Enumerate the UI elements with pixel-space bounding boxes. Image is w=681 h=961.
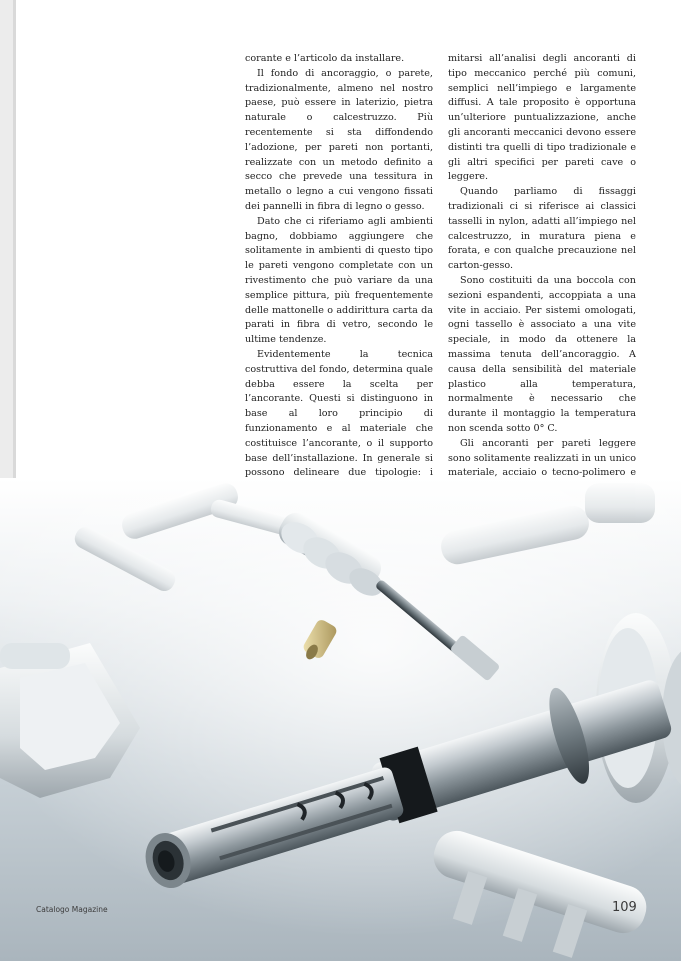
paragraph: Dato che ci riferiamo agli ambienti bagno, dobbiamo aggiungere che solitamente in ambienti di questo tipo le pareti vengono completate con un rivestimento che può variare da una semplice pittura, più frequentemente delle mattonelle o addirittura carta da parati in fibra di vetro, secondo le ultime tendenze. xyxy=(245,215,433,346)
paragraph: Il fondo di ancoraggio, o parete, tradizionalmente, almeno nel nostro paese, può essere in laterizio, pietra naturale o calcestruzzo. Più recentemente si sta diffondendo l’adozione, per pareti non portanti, realizzate con un metodo definito a secco che prevede una tessitura in metallo o legno a cui vengono fissati dei pannelli in fibra di legno o gesso. xyxy=(245,67,433,212)
paragraph: mitarsi all’analisi degli ancoranti di tipo meccanico perché più comuni, semplici nell’impiego e largamente diffusi. A tale proposito è opportuna un’ulteriore puntualizzazione, anche gli ancoranti meccanici devono essere distinti tra quelli di tipo tradizionale e gli altri specifici per pareti cave o leggere. xyxy=(448,53,636,183)
paragraph: corante e l’articolo da installare. xyxy=(245,53,405,64)
anchors-photo xyxy=(0,478,681,961)
paragraph: Sono costituiti da una boccola con sezioni espandenti, accoppiata a una vite in acciaio. Per sistemi omologati, ogni tassello è associato a una vite speciale, in modo da ottenere la massima tenuta dell’ancoraggio. A causa della sensibilità del materiale plastico alla temperatura, normalmente è necessario che durante il montaggio la temperatura non scenda sotto 0° C. xyxy=(448,274,636,434)
paragraph: Gli ancoranti per pareti leggere sono solitamente realizzati in un unico materiale, acciaio o tecno-polimero e xyxy=(448,437,636,479)
paragraph: Quando parliamo di fissaggi tradizionali ci si riferisce ai classici tasselli in nylon, adatti all’impiego nel calcestruzzo, in muratura piena e forata, e con qualche precauzione nel carton-gesso. xyxy=(448,186,636,272)
paragraph: Evidentemente la tecnica costruttiva del fondo, determina quale debba essere la scelta per l’ancorante. Questi si distinguono in base al loro principio di funzionamento e al materiale che costituisce l’ancorante, o il supporto base dell’installazione. In generale si possono delineare due tipologie: i xyxy=(245,348,433,479)
publication-name: Catalogo Magazine xyxy=(36,905,108,914)
page-number: 109 xyxy=(612,900,637,915)
